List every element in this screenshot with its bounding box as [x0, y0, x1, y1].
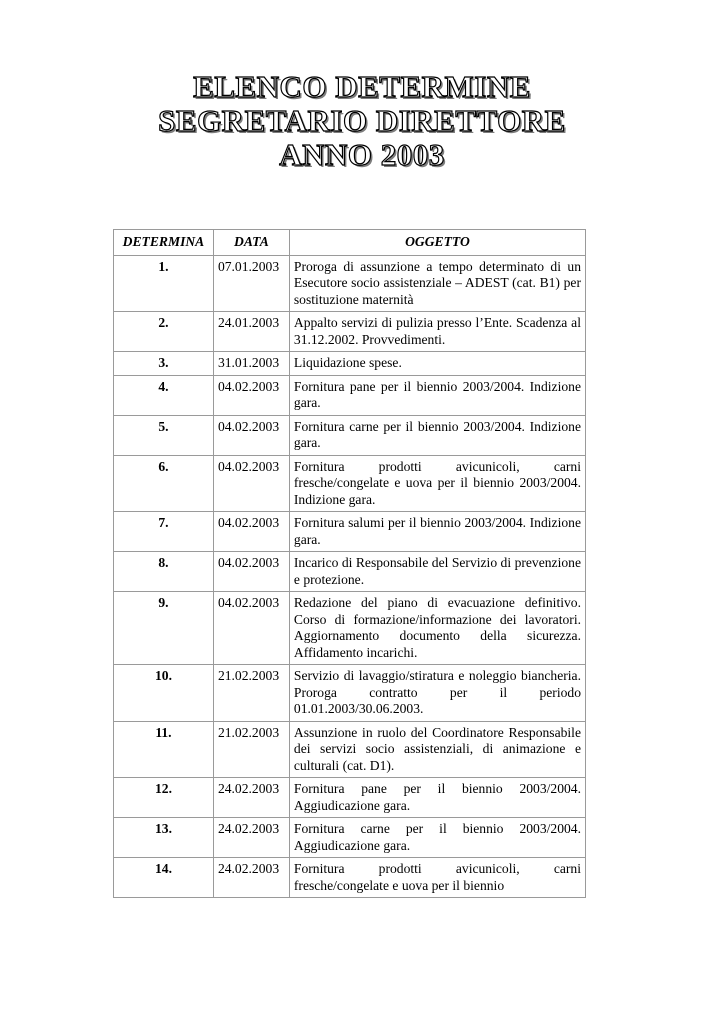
row-date: 07.01.2003 — [213, 255, 289, 312]
table-row — [114, 255, 586, 312]
table-row — [114, 721, 586, 778]
table-row — [114, 665, 586, 722]
title-line-2: SEGRETARIO DIRETTORE — [158, 103, 566, 138]
row-date: 04.02.2003 — [213, 455, 289, 512]
row-number: 9. — [114, 592, 214, 665]
row-date: 04.02.2003 — [213, 552, 289, 592]
row-date: 24.02.2003 — [213, 778, 289, 818]
table-row — [114, 818, 586, 858]
row-date: 04.02.2003 — [213, 512, 289, 552]
table-row — [114, 352, 586, 376]
row-subject: Fornitura salumi per il biennio 2003/2004. Indizione gara. — [289, 512, 585, 552]
row-date: 04.02.2003 — [213, 415, 289, 455]
table-row — [114, 455, 586, 512]
table-row — [114, 512, 586, 552]
header-determina: DETERMINA — [114, 230, 214, 256]
row-number: 8. — [114, 552, 214, 592]
row-subject: Assunzione in ruolo del Coordinatore Responsabile dei servizi socio assistenziali, di animazione e culturali (cat. D1). — [289, 721, 585, 778]
row-number: 10. — [114, 665, 214, 722]
title-line-1: ELENCO DETERMINE — [193, 69, 531, 104]
row-number: 12. — [114, 778, 214, 818]
row-subject: Servizio di lavaggio/stiratura e noleggio biancheria. Proroga contratto per il periodo 01.01.2003/30.06.2003. — [289, 665, 585, 722]
row-subject: Fornitura pane per il biennio 2003/2004. Indizione gara. — [289, 375, 585, 415]
row-number: 5. — [114, 415, 214, 455]
row-number: 4. — [114, 375, 214, 415]
row-date: 21.02.2003 — [213, 665, 289, 722]
table-row — [114, 778, 586, 818]
table-header-row — [114, 230, 586, 256]
row-date: 04.02.2003 — [213, 375, 289, 415]
table-row — [114, 375, 586, 415]
table-row — [114, 552, 586, 592]
row-number: 2. — [114, 312, 214, 352]
determine-table — [113, 229, 586, 898]
row-subject: Fornitura carne per il biennio 2003/2004. Indizione gara. — [289, 415, 585, 455]
row-date: 04.02.2003 — [213, 592, 289, 665]
row-number: 7. — [114, 512, 214, 552]
table-row — [114, 312, 586, 352]
row-number: 1. — [114, 255, 214, 312]
row-subject: Incarico di Responsabile del Servizio di prevenzione e protezione. — [289, 552, 585, 592]
row-number: 3. — [114, 352, 214, 376]
row-subject: Fornitura carne per il biennio 2003/2004. Aggiudicazione gara. — [289, 818, 585, 858]
row-subject: Redazione del piano di evacuazione definitivo. Corso di formazione/informazione dei lavoratori. Aggiornamento documento della sicurezza. Affidamento incarichi. — [289, 592, 585, 665]
row-subject: Proroga di assunzione a tempo determinato di un Esecutore socio assistenziale – ADEST (cat. B1) per sostituzione maternità — [289, 255, 585, 312]
row-date: 24.01.2003 — [213, 312, 289, 352]
row-date: 31.01.2003 — [213, 352, 289, 376]
row-date: 24.02.2003 — [213, 818, 289, 858]
row-number: 11. — [114, 721, 214, 778]
header-data: DATA — [213, 230, 289, 256]
row-subject: Fornitura prodotti avicunicoli, carni fresche/congelate e uova per il biennio 2003/2004. Indizione gara. — [289, 455, 585, 512]
row-date: 21.02.2003 — [213, 721, 289, 778]
header-oggetto: OGGETTO — [289, 230, 585, 256]
row-subject: Liquidazione spese. — [289, 352, 585, 376]
row-number: 14. — [114, 858, 214, 898]
table-row — [114, 858, 586, 898]
row-number: 6. — [114, 455, 214, 512]
row-subject: Fornitura pane per il biennio 2003/2004. Aggiudicazione gara. — [289, 778, 585, 818]
row-number: 13. — [114, 818, 214, 858]
row-subject: Appalto servizi di pulizia presso l’Ente. Scadenza al 31.12.2002. Provvedimenti. — [289, 312, 585, 352]
document-title — [0, 70, 724, 172]
row-date: 24.02.2003 — [213, 858, 289, 898]
table-row — [114, 415, 586, 455]
title-line-3: ANNO 2003 — [279, 137, 445, 172]
table-row — [114, 592, 586, 665]
row-subject: Fornitura prodotti avicunicoli, carni fresche/congelate e uova per il biennio — [289, 858, 585, 898]
